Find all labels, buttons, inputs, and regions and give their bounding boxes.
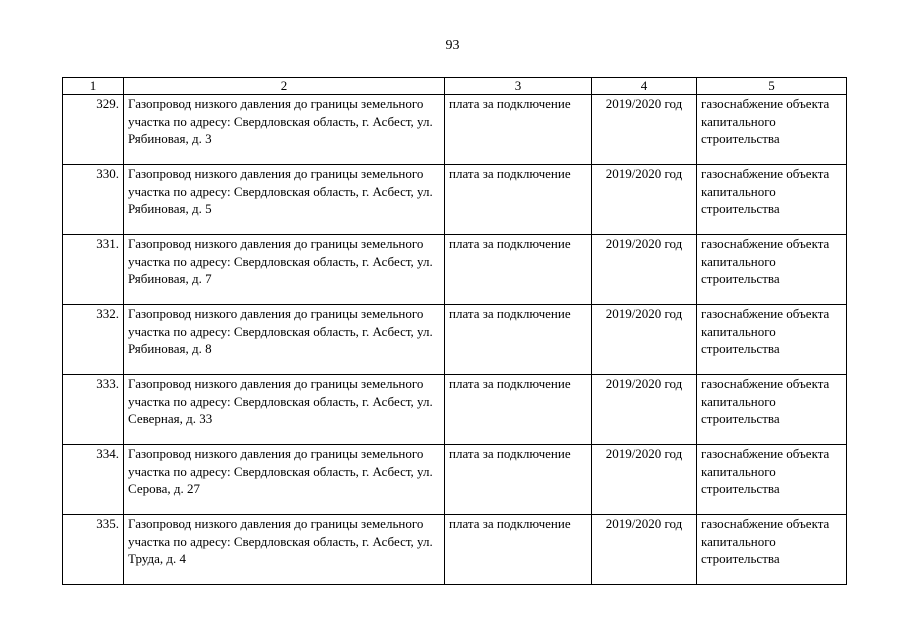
page-number: 93 xyxy=(445,38,460,53)
data-table xyxy=(62,77,847,585)
row-number: 331. xyxy=(63,235,124,305)
column-header-4: 4 xyxy=(592,78,697,95)
row-number: 330. xyxy=(63,165,124,235)
implementation-year: 2019/2020 год xyxy=(592,305,697,375)
row-number: 332. xyxy=(63,305,124,375)
purpose: газоснабжение объекта капитального строительства xyxy=(697,375,847,445)
funding-source: плата за подключение xyxy=(445,445,592,515)
funding-source: плата за подключение xyxy=(445,165,592,235)
purpose: газоснабжение объекта капитального строительства xyxy=(697,235,847,305)
table-row xyxy=(63,305,847,375)
row-number: 333. xyxy=(63,375,124,445)
object-description: Газопровод низкого давления до границы земельного участка по адресу: Свердловская область, г. Асбест, ул. Труда, д. 4 xyxy=(124,515,445,585)
table-row xyxy=(63,445,847,515)
funding-source: плата за подключение xyxy=(445,375,592,445)
implementation-year: 2019/2020 год xyxy=(592,445,697,515)
object-description: Газопровод низкого давления до границы земельного участка по адресу: Свердловская область, г. Асбест, ул. Рябиновая, д. 7 xyxy=(124,235,445,305)
implementation-year: 2019/2020 год xyxy=(592,375,697,445)
implementation-year: 2019/2020 год xyxy=(592,515,697,585)
object-description: Газопровод низкого давления до границы земельного участка по адресу: Свердловская область, г. Асбест, ул. Рябиновая, д. 8 xyxy=(124,305,445,375)
funding-source: плата за подключение xyxy=(445,305,592,375)
object-description: Газопровод низкого давления до границы земельного участка по адресу: Свердловская область, г. Асбест, ул. Рябиновая, д. 5 xyxy=(124,165,445,235)
purpose: газоснабжение объекта капитального строительства xyxy=(697,515,847,585)
row-number: 329. xyxy=(63,95,124,165)
column-header-1: 1 xyxy=(63,78,124,95)
implementation-year: 2019/2020 год xyxy=(592,95,697,165)
row-number: 335. xyxy=(63,515,124,585)
object-description: Газопровод низкого давления до границы земельного участка по адресу: Свердловская область, г. Асбест, ул. Северная, д. 33 xyxy=(124,375,445,445)
funding-source: плата за подключение xyxy=(445,95,592,165)
funding-source: плата за подключение xyxy=(445,235,592,305)
table-row xyxy=(63,515,847,585)
purpose: газоснабжение объекта капитального строительства xyxy=(697,445,847,515)
object-description: Газопровод низкого давления до границы земельного участка по адресу: Свердловская область, г. Асбест, ул. Рябиновая, д. 3 xyxy=(124,95,445,165)
funding-source: плата за подключение xyxy=(445,515,592,585)
implementation-year: 2019/2020 год xyxy=(592,235,697,305)
column-header-5: 5 xyxy=(697,78,847,95)
column-header-3: 3 xyxy=(445,78,592,95)
column-header-2: 2 xyxy=(124,78,445,95)
table-header-row xyxy=(63,78,847,95)
table-row xyxy=(63,375,847,445)
table-row xyxy=(63,95,847,165)
table-row xyxy=(63,165,847,235)
implementation-year: 2019/2020 год xyxy=(592,165,697,235)
table-row xyxy=(63,235,847,305)
purpose: газоснабжение объекта капитального строительства xyxy=(697,165,847,235)
object-description: Газопровод низкого давления до границы земельного участка по адресу: Свердловская область, г. Асбест, ул. Серова, д. 27 xyxy=(124,445,445,515)
purpose: газоснабжение объекта капитального строительства xyxy=(697,305,847,375)
purpose: газоснабжение объекта капитального строительства xyxy=(697,95,847,165)
row-number: 334. xyxy=(63,445,124,515)
